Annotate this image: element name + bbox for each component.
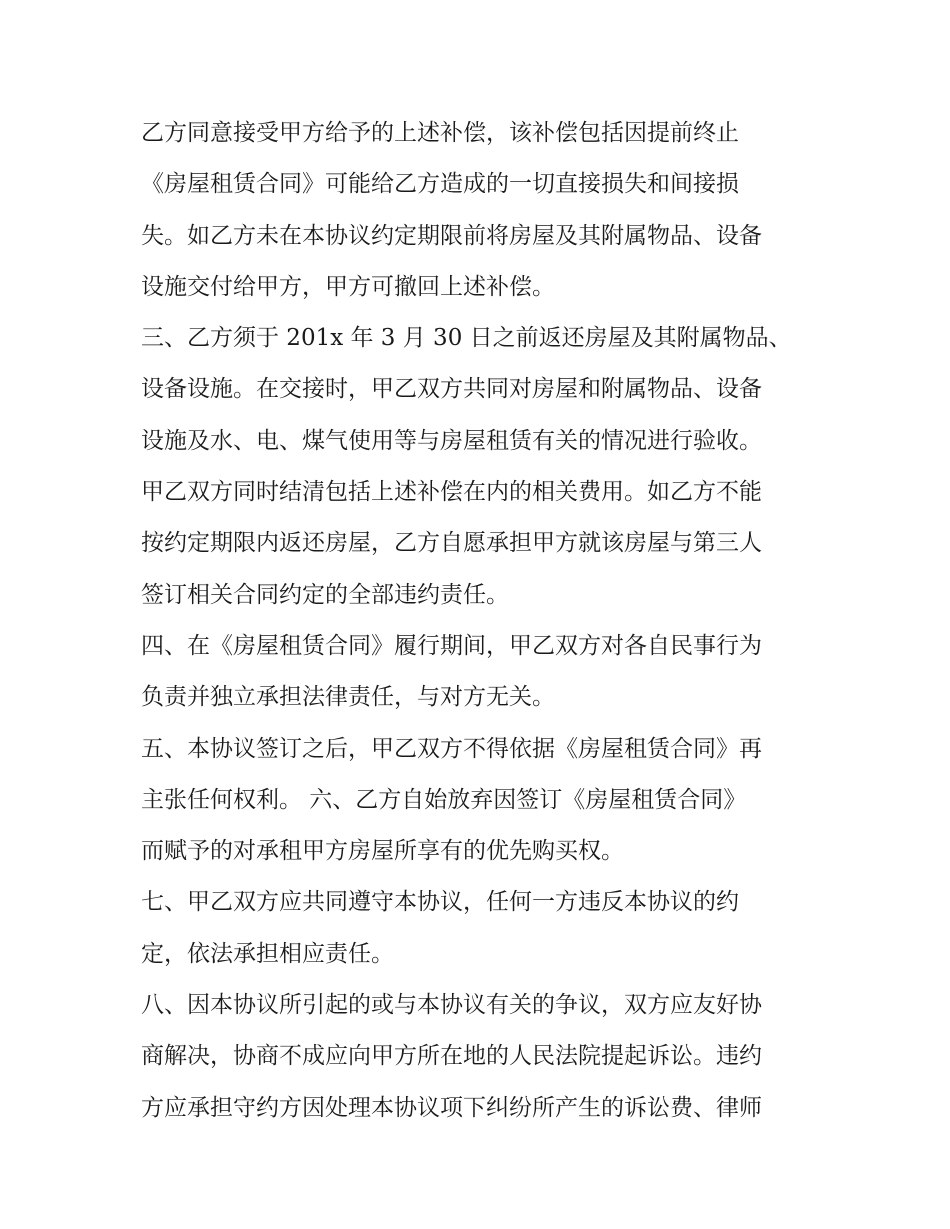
text-line: 签订相关合同约定的全部违约责任。 [141, 581, 509, 608]
text-line: 按约定期限内返还房屋，乙方自愿承担甲方就该房屋与第三人 [141, 530, 762, 557]
clause-5-line: 五、本协议签订之后，甲乙双方不得依据《房屋租赁合同》再 [141, 735, 762, 762]
text-line: 定，依法承担相应责任。 [141, 940, 394, 967]
clause-4-line: 四、在《房屋租赁合同》履行期间，甲乙双方对各自民事行为 [141, 632, 762, 659]
text-line: 商解决，协商不成应向甲方所在地的人民法院提起诉讼。违约 [141, 1043, 762, 1070]
text-line: 失。如乙方未在本协议约定期限前将房屋及其附属物品、设备 [141, 222, 762, 249]
text-line: 方应承担守约方因处理本协议项下纠纷所产生的诉讼费、律师 [141, 1094, 762, 1121]
text-line: 设施交付给甲方，甲方可撤回上述补偿。 [141, 273, 555, 300]
text-line: 乙方同意接受甲方给予的上述补偿，该补偿包括因提前终止 [141, 120, 739, 146]
text-line: 《房屋租赁合同》可能给乙方造成的一切直接损失和间接损 [141, 171, 739, 198]
clause-8-line: 八、因本协议所引起的或与本协议有关的争议，双方应友好协 [141, 992, 762, 1019]
clause-7-line: 七、甲乙双方应共同遵守本协议，任何一方违反本协议的约 [141, 889, 739, 916]
clause-3-line: 三、乙方须于 201x 年 3 月 30 日之前返还房屋及其附属物品、 [141, 325, 792, 352]
document-body [141, 108, 821, 1134]
text-line: 甲乙双方同时结清包括上述补偿在内的相关费用。如乙方不能 [141, 479, 762, 506]
text-line: 设施及水、电、煤气使用等与房屋租赁有关的情况进行验收。 [141, 427, 762, 454]
text-line: 负责并独立承担法律责任，与对方无关。 [141, 684, 555, 711]
text-line: 而赋予的对承租甲方房屋所享有的优先购买权。 [141, 838, 624, 865]
clause-6-line: 主张任何权利。 六、乙方自始放弃因签订《房屋租赁合同》 [141, 786, 747, 813]
text-line: 设备设施。在交接时，甲乙双方共同对房屋和附属物品、设备 [141, 376, 762, 403]
